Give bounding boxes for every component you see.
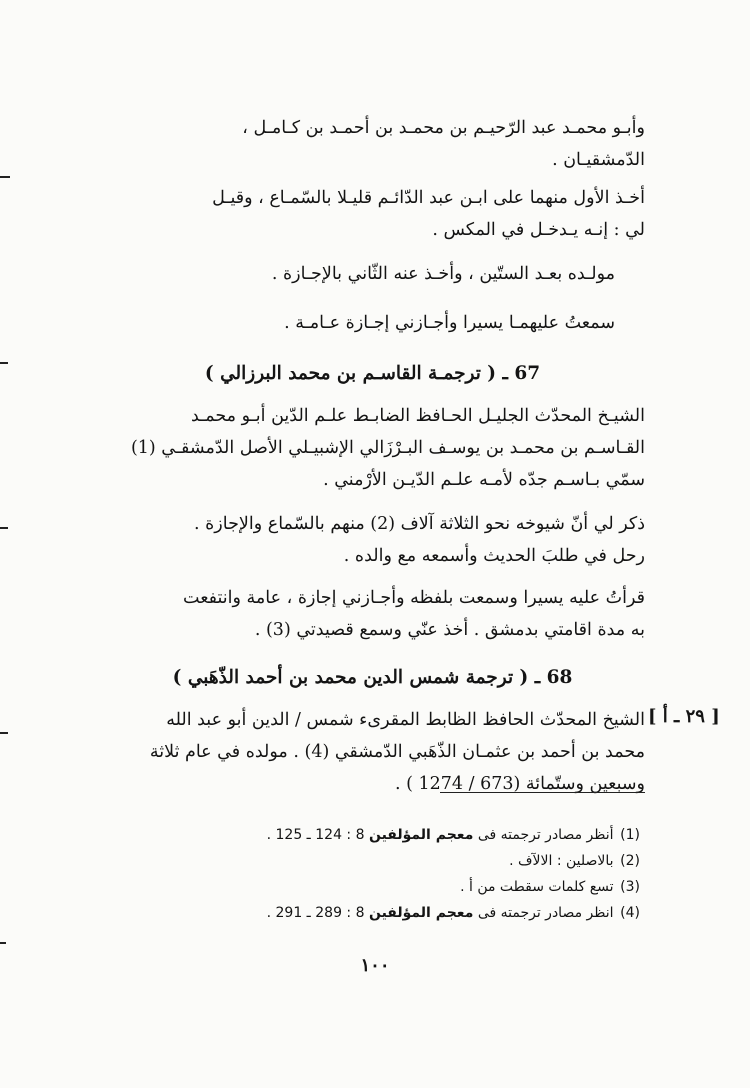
footnote-number: (2) bbox=[620, 853, 640, 869]
page-number: ١٠٠ bbox=[360, 955, 390, 976]
text-line: مولـده بعـد الستّين ، وأخـذ عنه الثّاني بالإجـازة . bbox=[271, 264, 615, 284]
text-line: محمد بن أحمد بن عثمـان الذّهَبي الدّمشقي (4) . مولده في عام ثلاثة bbox=[149, 742, 645, 762]
section-heading-68: 68 ـ ( ترجمة شمس الدين محمد بن أحمد الذّهَبي ) bbox=[172, 667, 573, 688]
section-heading-67: 67 ـ ( ترجمـة القاسـم بن محمد البرزالي ) bbox=[204, 363, 541, 384]
entry-67-paragraph bbox=[100, 582, 645, 646]
footnote-source-title: معجم المؤلفين bbox=[368, 905, 474, 921]
text-line: الشيخ المحدّث الحافظ الظابط المقرىء شمس / الدين أبو عبد الله bbox=[166, 710, 645, 730]
scan-edge-mark bbox=[0, 527, 8, 529]
footnote-number: (1) bbox=[620, 827, 640, 843]
entry-68-paragraph bbox=[100, 704, 645, 800]
text-line: ذكر لي أنّ شيوخه نحو الثلاثة آلاف (2) منهم بالسّماع والإجازة . bbox=[194, 514, 645, 534]
text-line: سمّي بـاسـم جدّه لأمـه علـم الدّيـن الأرْمني . bbox=[323, 470, 645, 490]
text-line: قرأتُ عليه يسيرا وسمعت بلفظه وأجـازني إجازة ، عامة وانتفعت bbox=[183, 588, 645, 608]
manuscript-folio-reference: [ ٢٩ ـ أ ] bbox=[648, 706, 720, 727]
scan-edge-mark bbox=[0, 942, 6, 944]
footnote-text: بالاصلين : الالآف . bbox=[509, 853, 614, 869]
footnote-number: (4) bbox=[620, 905, 640, 921]
footnote-source-title: معجم المؤلفين bbox=[368, 827, 474, 843]
text-line: سمعتُ عليهمـا يسيرا وأجـازني إجـازة عـامـة . bbox=[284, 313, 615, 333]
scan-edge-mark bbox=[0, 362, 8, 364]
entry-67-paragraph bbox=[100, 400, 645, 496]
text-line: وسبعين وستّمائة (673 / 1274 ) . bbox=[395, 774, 645, 794]
footnote-text: 8 : 124 ـ 125 . bbox=[266, 827, 369, 843]
footnote-divider bbox=[440, 792, 645, 793]
text-line: رحل في طلبَ الحديث وأسمعه مع والده . bbox=[343, 546, 645, 566]
footnote bbox=[200, 874, 640, 900]
footnote bbox=[200, 848, 640, 874]
footnote bbox=[200, 900, 640, 926]
text-line: الدّمشقيـان . bbox=[552, 150, 645, 170]
footnote-number: (3) bbox=[620, 879, 640, 895]
text-line: أخـذ الأول منهما على ابـن عبد الدّائـم قليـلا بالسّمـاع ، وقيـل bbox=[212, 188, 645, 208]
text-line: به مدة اقامتي بدمشق . أخذ عنّي وسمع قصيدتي (3) . bbox=[254, 620, 645, 640]
entry-66-paragraph bbox=[100, 307, 645, 339]
footnote-text: 8 : 289 ـ 291 . bbox=[266, 905, 369, 921]
text-line: وأبـو محمـد عبد الرّحيـم بن محمـد بن أحمـد بن كـامـل ، bbox=[242, 118, 645, 138]
entry-intro bbox=[100, 112, 645, 176]
text-line: الشيـخ المحدّث الجليـل الحـافظ الضابـط علـم الدّين أبـو محمـد bbox=[190, 406, 645, 426]
text-line: القـاسـم بن محمـد بن يوسـف البـرْزَالي الإشبيـلي الأصل الدّمشقـي (1) bbox=[130, 438, 645, 458]
scan-edge-mark bbox=[0, 176, 10, 178]
footnote-text: انظر مصادر ترجمته فى bbox=[473, 905, 614, 921]
footnote-text: أنظر مصادر ترجمته فى bbox=[473, 827, 614, 843]
text-line: لي : إنـه يـدخـل في المكس . bbox=[432, 220, 645, 240]
entry-66-paragraph bbox=[100, 182, 645, 246]
footnotes bbox=[200, 822, 640, 926]
scan-edge-mark bbox=[0, 732, 8, 734]
entry-67-paragraph bbox=[100, 508, 645, 572]
footnote bbox=[200, 822, 640, 848]
entry-66-paragraph bbox=[100, 258, 645, 290]
footnote-text: تسع كلمات سقطت من أ . bbox=[460, 879, 614, 895]
